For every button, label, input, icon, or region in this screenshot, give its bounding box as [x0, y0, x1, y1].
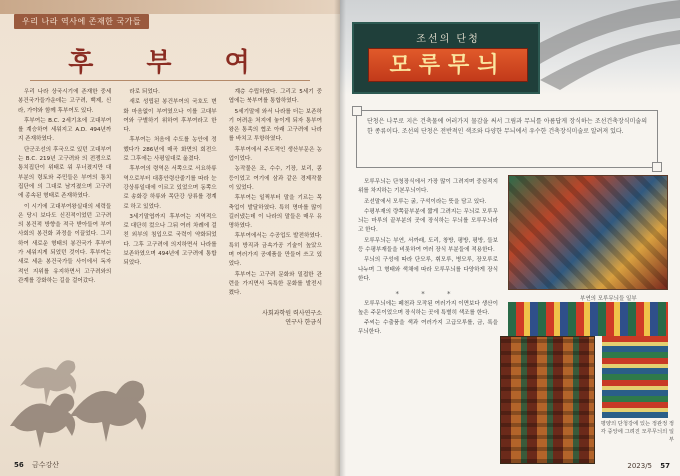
left-footer — [14, 460, 59, 470]
paragraph: 농작물은 조, 수수, 기장, 보리, 콩 등이었고 여기에 삼과 같은 경제작물이 있었다. — [228, 166, 322, 191]
paragraph: 모루무늬에는 페천과 모작된 여러가지 이면보다 생산이 높은 주문이었으며 장식하는 곳에 특별히 색조를 한다. — [358, 300, 498, 316]
article-subtitle: 조선의 단청 — [416, 34, 480, 45]
paragraph: 주씨는 수출품을 색과 여러가지 고급모루를, 금, 록을 무늬한다. — [358, 320, 498, 336]
paragraph: 이 시기에 고대부여왕실대의 세력들은 당시 보다도 신진적이었던 고구려의 봉건적 방향을 적극 받아들여 부여사회의 봉건화 과정을 이끌었다. 그리하여 새로운 형태의 봉건국가 후부여가 세워지게 되었던 것이다. 후부여는 새로 세운 봉건국가들 사이에서 독자적인 지위를 유지하면서 고구려와의 관계를 강화하는 길을 걸어갔다. — [18, 203, 112, 284]
right-page — [340, 0, 680, 476]
intro-box: 단청은 나무로 지은 건축물에 여러가지 물감을 써서 그림과 무늬를 아름답게 장식하는 조선건축장식미술의 한 종류이다. 조선의 단청은 전반적인 색조와 다양한 무늬에서 우수한 건축장식미술로 알려져 있다. — [356, 110, 658, 168]
paragraph: 모루무늬는 부연, 서까래, 도리, 창방, 평방, 평방, 들보 등 수평부재들을 비롯하여 여러 장식 부분들에 적용한다. — [358, 237, 498, 254]
magazine-name: 금수강산 — [31, 461, 60, 469]
page-number: 56 — [14, 461, 24, 469]
text-column — [123, 88, 216, 448]
top-band — [0, 0, 340, 14]
article-body — [358, 178, 498, 468]
paragraph: 라로 되었다. — [129, 89, 160, 95]
paragraph: 수평부재의 량쪽끝부분에 짧게 그려지는 무늬로 모루무늬는 마루의 끝부분의 곳에 장식하는 무늬를 모루무늬라고 한다. — [358, 208, 498, 234]
paragraph: 우리 나라 상국시기에 존재한 중세봉건국가들가운데는 고구려, 백제, 신라, 가야와 함께 후부여도 있다. — [18, 89, 112, 114]
byline-author: 연구사 한금식 — [285, 318, 322, 326]
photo-caption: 평양의 단청강에 있는 정관정 정각 중앙에 그려진 모루무늬의 일부 — [600, 421, 674, 443]
paragraph: 후부여는 고구려 문화와 밀접한 관련을 가지면서 독특한 문화를 발전시켰다. — [228, 271, 322, 297]
right-footer — [627, 462, 670, 470]
paragraph: 무늬의 구성에 따라 단모루, 휘모루, 병모루, 장모루로 나누며 그 형태와 색채에 따라 모루무늬를 다양하게 장식한다. — [358, 257, 498, 282]
article-body — [18, 88, 322, 448]
text-column — [229, 88, 322, 448]
byline — [229, 309, 322, 327]
section-divider: * * * — [395, 290, 461, 299]
paragraph: 5세기말에 와서 나라를 더는 보존하기 어려운 처지에 놓이게 되자 통부여왕은 통족의 협조 아래 고구려에 나라를 바치고 투항하였다. — [228, 108, 322, 143]
article-title: 후 부 여 — [68, 48, 272, 78]
page-gutter — [334, 0, 346, 476]
paragraph: 후부여의 령역은 서쪽으로 서요하류역으로부터 대흥안령산줄기를 따라 눈강상류일대에 이르고 있었으며 동쪽으로 송화강 하류와 목단강 상류를 경계로 하고 있었다. — [123, 166, 217, 210]
text-column — [18, 88, 111, 448]
paragraph: 계층 수립하였다. 그리고 5세기 중엽에는 북부여를 통합하였다. — [228, 89, 322, 105]
page-number: 57 — [660, 462, 670, 470]
dancheong-pattern-detail — [602, 336, 668, 418]
paragraph: 모루무늬는 단청장식에서 가장 많이 그려지며 중심적지위를 차지하는 기본무늬이다. — [358, 179, 498, 195]
title-block — [352, 22, 540, 94]
paragraph: 후부여는 B.C. 2세기초에 고대부여를 계승하여 세워지고 A.D. 494년까지 존재하였다. — [18, 117, 112, 143]
dancheong-pattern-strip — [508, 302, 668, 336]
paragraph: 후부여에서는 수공업도 발전하였다. 특히 방직과 금속가공 기술이 높았으며 여러가지 공예품을 만들어 쓰고 있었다. — [228, 233, 322, 268]
paragraph: 단군조선의 후국으로 있던 고대부여는 B.C. 219년 고구려와 의 전쟁으로 통치집단이 위태로 워 무너졌지만 대부분의 령토와 주민들은 부여의 통치집단에 의 그대로 남겨졌으며 고구려에 종속된 형태로 존재하였다. — [18, 146, 112, 200]
title-divider — [30, 80, 310, 81]
paragraph: 조선말에서 모루는 굵, 구석이라는 뜻을 담고 있다. — [364, 198, 487, 205]
issue-date: 2023/5 — [627, 462, 653, 470]
dancheong-photo-ceiling — [500, 336, 595, 464]
dancheong-photo-eaves — [508, 175, 668, 290]
paragraph: 후부여는 처음에 수도를 농안에 정했다가 286년에 매곡 화면의 회전으로 그후에는 사평일대로 옮겼다. — [123, 137, 217, 163]
paragraph: 후부여는 일찍부터 말을 기르는 목축업이 발달하였다. 특히 명마를 많이 길러냈는데 이 나라의 말들은 매우 유명하였다. — [228, 195, 322, 230]
paragraph: 후부여에서 주도적인 생산부문은 농업이었다. — [228, 146, 322, 163]
byline-organization: 사회과학원 력사연구소 — [262, 309, 322, 317]
paragraph: 3세기말엽까지 후부여는 지역적으로 대단히 컸으나 그뒤 여러 차례에 걸친 외부의 침입으로 국력이 약화되었다. 그후 고구려에 의지하면서 나라를 보존하였으며 494년에 고구려에 통합되었다. — [123, 213, 217, 267]
paragraph: 새로 성립된 봉건부여의 국호도 변화 마음없이 부여였으나 이를 고대부여와 구별하기 위하여 후부여라고 한다. — [123, 99, 217, 134]
photo-caption: 부연의 모루무늬들 일부 — [580, 296, 637, 302]
article-title: 모루무늬 — [368, 48, 528, 82]
series-label: 우리 나라 역사에 존재한 국가들 — [14, 14, 149, 29]
